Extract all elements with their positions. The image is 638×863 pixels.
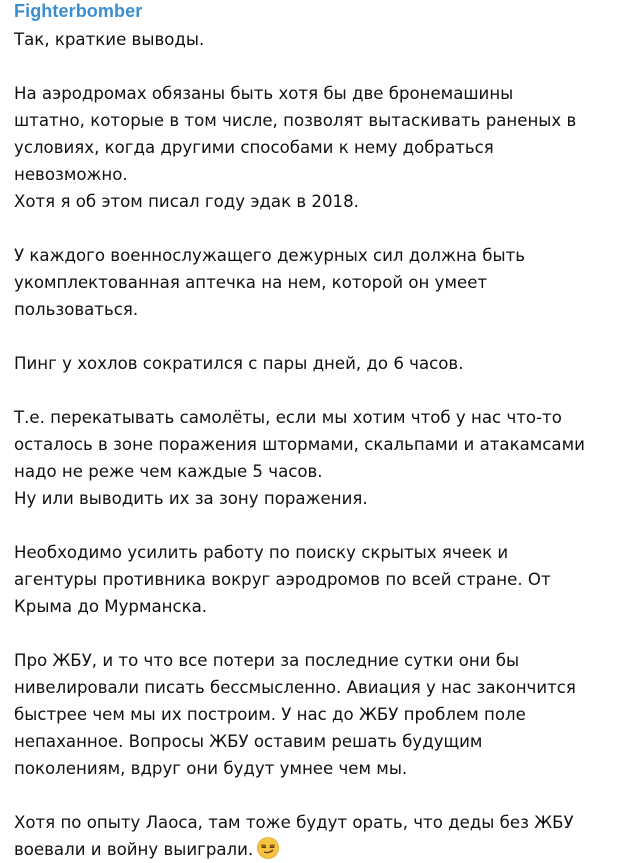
text-line: невозможно. xyxy=(14,165,128,184)
text-line: непаханное. Вопросы ЖБУ оставим решать будущим xyxy=(14,732,483,751)
text-line: На аэродромах обязаны быть хотя бы две бронемашины xyxy=(14,84,514,103)
message-author[interactable]: Fighterbomber xyxy=(14,1,143,21)
paragraph-7 xyxy=(14,647,632,782)
paragraph-3 xyxy=(14,242,632,323)
paragraph-6 xyxy=(14,539,632,620)
text-line: Крыма до Мурманска. xyxy=(14,597,208,616)
text-line: Так, краткие выводы. xyxy=(14,30,205,49)
text-line: Ну или выводить их за зону поражения. xyxy=(14,489,368,508)
text-line: Пинг у хохлов сократился с пары дней, до 6 часов. xyxy=(14,354,464,373)
message-text xyxy=(14,26,632,863)
paragraph-5 xyxy=(14,404,632,512)
text-line: быстрее чем мы их построим. У нас до ЖБУ проблем поле xyxy=(14,705,526,724)
text-line: осталось в зоне поражения штормами, скальпами и атакамсами xyxy=(14,435,585,454)
paragraph-1 xyxy=(14,26,632,53)
text-line: нивелировали писать бессмысленно. Авиация у нас закончится xyxy=(14,678,576,697)
text-line: укомплектованная аптечка на нем, которой он умеет xyxy=(14,273,488,292)
paragraph-8 xyxy=(14,809,632,863)
text-line: пользоваться. xyxy=(14,300,139,319)
text-line: Хотя я об этом писал году эдак в 2018. xyxy=(14,192,359,211)
text-line: У каждого военнослужащего дежурных сил должна быть xyxy=(14,246,526,265)
text-line: штатно, которые в том числе, позволят вытаскивать раненых в xyxy=(14,111,577,130)
text-line: воевали и войну выиграли. xyxy=(14,840,254,859)
smirking-face-emoji-icon xyxy=(257,837,279,859)
text-line: агентуры противника вокруг аэродромов по всей стране. От xyxy=(14,570,551,589)
text-line: Необходимо усилить работу по поиску скрытых ячеек и xyxy=(14,543,509,562)
text-line: Про ЖБУ, и то что все потери за последние сутки они бы xyxy=(14,651,520,670)
paragraph-4 xyxy=(14,350,632,377)
paragraph-2 xyxy=(14,80,632,215)
text-line: условиях, когда другими способами к нему добраться xyxy=(14,138,494,157)
text-line: надо не реже чем каждые 5 часов. xyxy=(14,462,323,481)
text-line: поколениям, вдруг они будут умнее чем мы. xyxy=(14,759,408,778)
text-line: Т.е. перекатывать самолёты, если мы хотим чтоб у нас что-то xyxy=(14,408,562,427)
text-line-with-emoji xyxy=(14,836,632,863)
text-line: Хотя по опыту Лаоса, там тоже будут орать, что деды без ЖБУ xyxy=(14,813,574,832)
